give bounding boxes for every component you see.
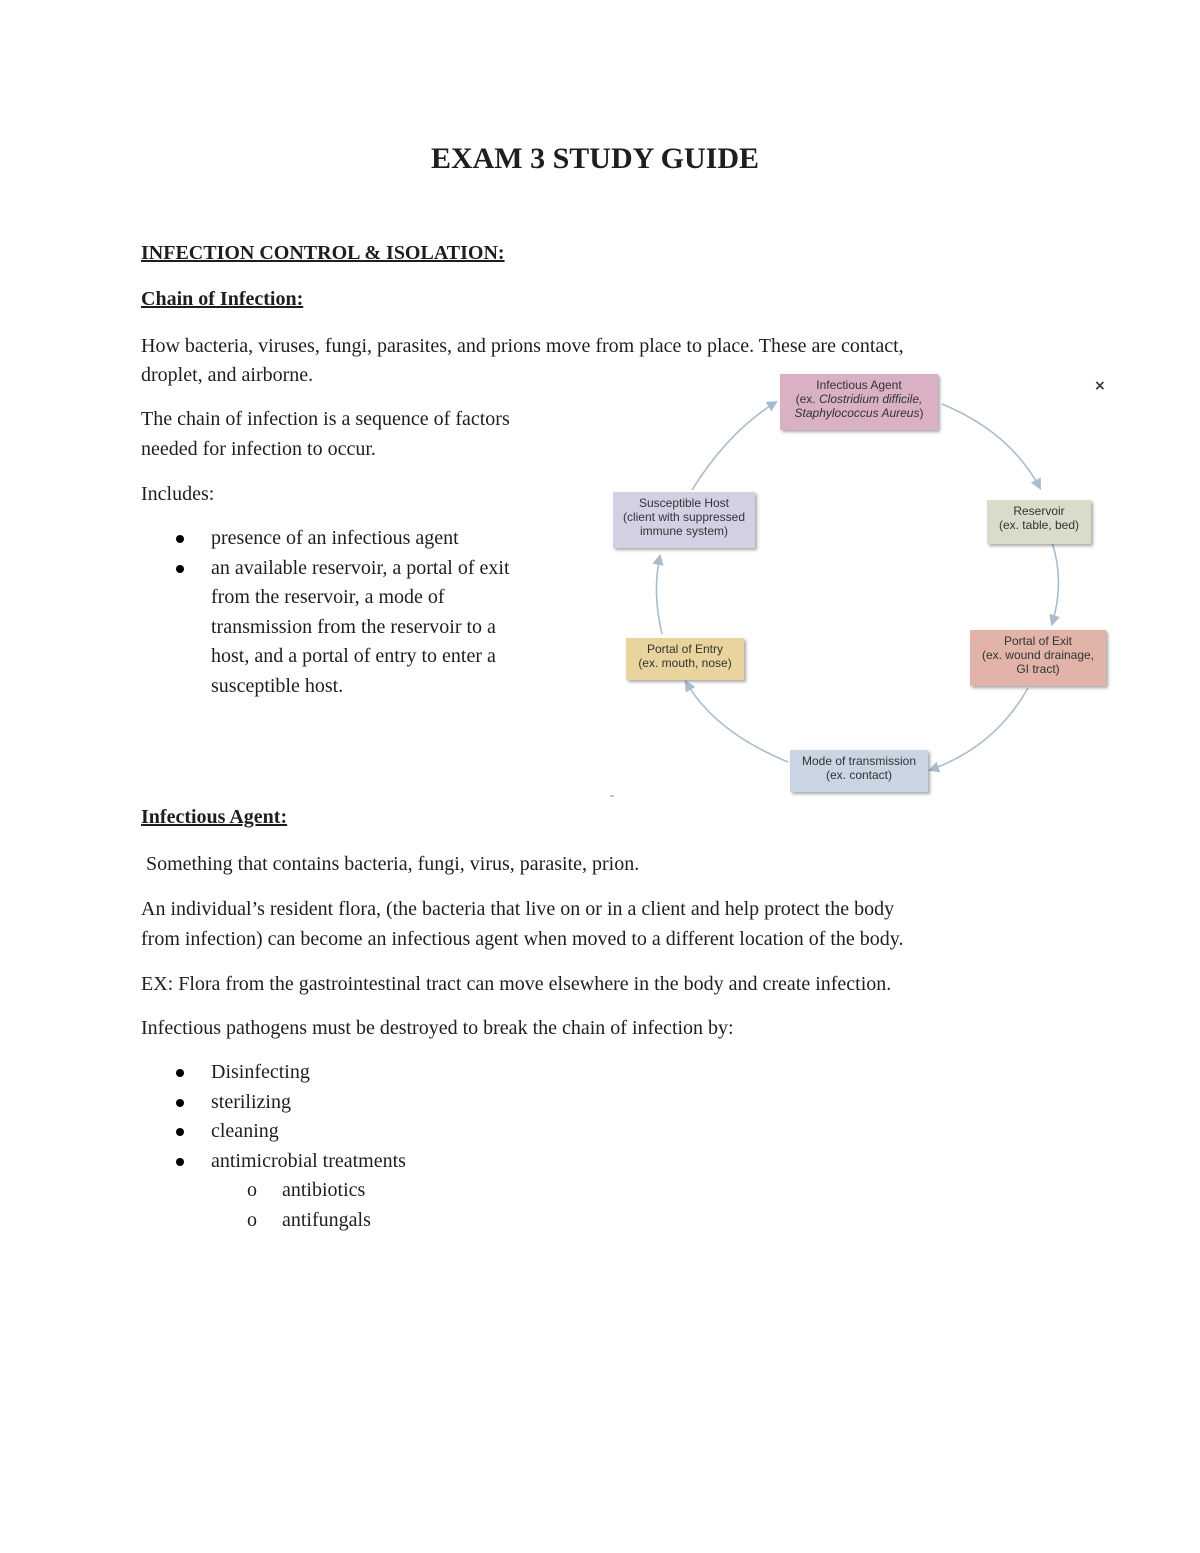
node-mode-of-transmission: Mode of transmission (ex. contact) [790,750,928,792]
arrow-exit-to-mode [930,688,1028,770]
list-item: Disinfecting [141,1058,406,1088]
break-chain-list [141,1058,406,1176]
bullet-icon [176,1128,184,1136]
node-reservoir: Reservoir (ex. table, bed) [987,500,1091,544]
list-item-continuation: from the reservoir, a mode of [211,586,445,608]
chain-paragraph-line-2: droplet, and airborne. [141,364,314,386]
bullet-icon [176,565,184,573]
arrow-reservoir-to-exit [1052,542,1059,624]
node-portal-of-exit: Portal of Exit (ex. wound drainage, GI tract) [970,630,1106,686]
list-item-continuation: susceptible host. [211,674,344,697]
resident-flora-line-2: from infection) can become an infectious agent when moved to a different location of the body. [141,928,904,950]
list-item: an available reservoir, a portal of exit [141,554,510,584]
bullet-icon [176,1099,184,1107]
node-portal-of-entry: Portal of Entry (ex. mouth, nose) [626,638,744,680]
list-item: cleaning [141,1117,406,1147]
arrow-agent-to-reservoir [942,404,1040,488]
flora-example: EX: Flora from the gastrointestinal tract can move elsewhere in the body and create infection. [141,973,892,995]
bullet-icon [176,1069,184,1077]
sub-list-item: o antibiotics [141,1176,371,1206]
break-chain-intro: Infectious pathogens must be destroyed to break the chain of infection by: [141,1017,734,1039]
infectious-agent-definition: Something that contains bacteria, fungi, virus, parasite, prion. [141,853,640,875]
arrow-mode-to-entry [686,682,788,762]
antimicrobial-sublist [141,1176,371,1235]
includes-label: Includes: [141,483,215,505]
includes-list [141,524,510,701]
chain-definition-line-1: The chain of infection is a sequence of factors [141,408,510,430]
circle-bullet-icon: o [247,1208,257,1231]
subheading-chain-of-infection: Chain of Infection: [141,288,304,310]
chain-definition-line-2: needed for infection to occur. [141,438,376,460]
list-item: antimicrobial treatments [141,1147,406,1177]
arrow-host-to-agent [692,402,776,490]
list-item-continuation: host, and a portal of entry to enter a [211,645,496,667]
bullet-icon [176,1158,184,1166]
resident-flora-line-1: An individual’s resident flora, (the bacteria that live on or in a client and help protect the body [141,898,895,920]
page-title: EXAM 3 STUDY GUIDE [430,142,760,175]
list-item: presence of an infectious agent [141,524,510,554]
section-heading-infection-control: INFECTION CONTROL & ISOLATION: [141,242,505,264]
close-icon[interactable]: × [1094,378,1106,394]
node-infectious-agent: Infectious Agent (ex. Clostridium difficile, Staphylococcus Aureus) [780,374,938,430]
node-susceptible-host: Susceptible Host (client with suppressed immune system) [613,492,755,548]
circle-bullet-icon: o [247,1179,257,1201]
list-item-continuation: transmission from the reservoir to a [211,615,496,638]
arrow-entry-to-host [656,556,662,634]
bullet-icon [176,535,184,543]
chain-of-infection-diagram [600,362,1120,802]
sub-list-item: o antifungals [141,1206,371,1236]
list-item: sterilizing [141,1088,406,1118]
chain-paragraph-line-1: How bacteria, viruses, fungi, parasites, and prions move from place to place. These are contact, [141,335,904,357]
subheading-infectious-agent: Infectious Agent: [141,806,288,828]
